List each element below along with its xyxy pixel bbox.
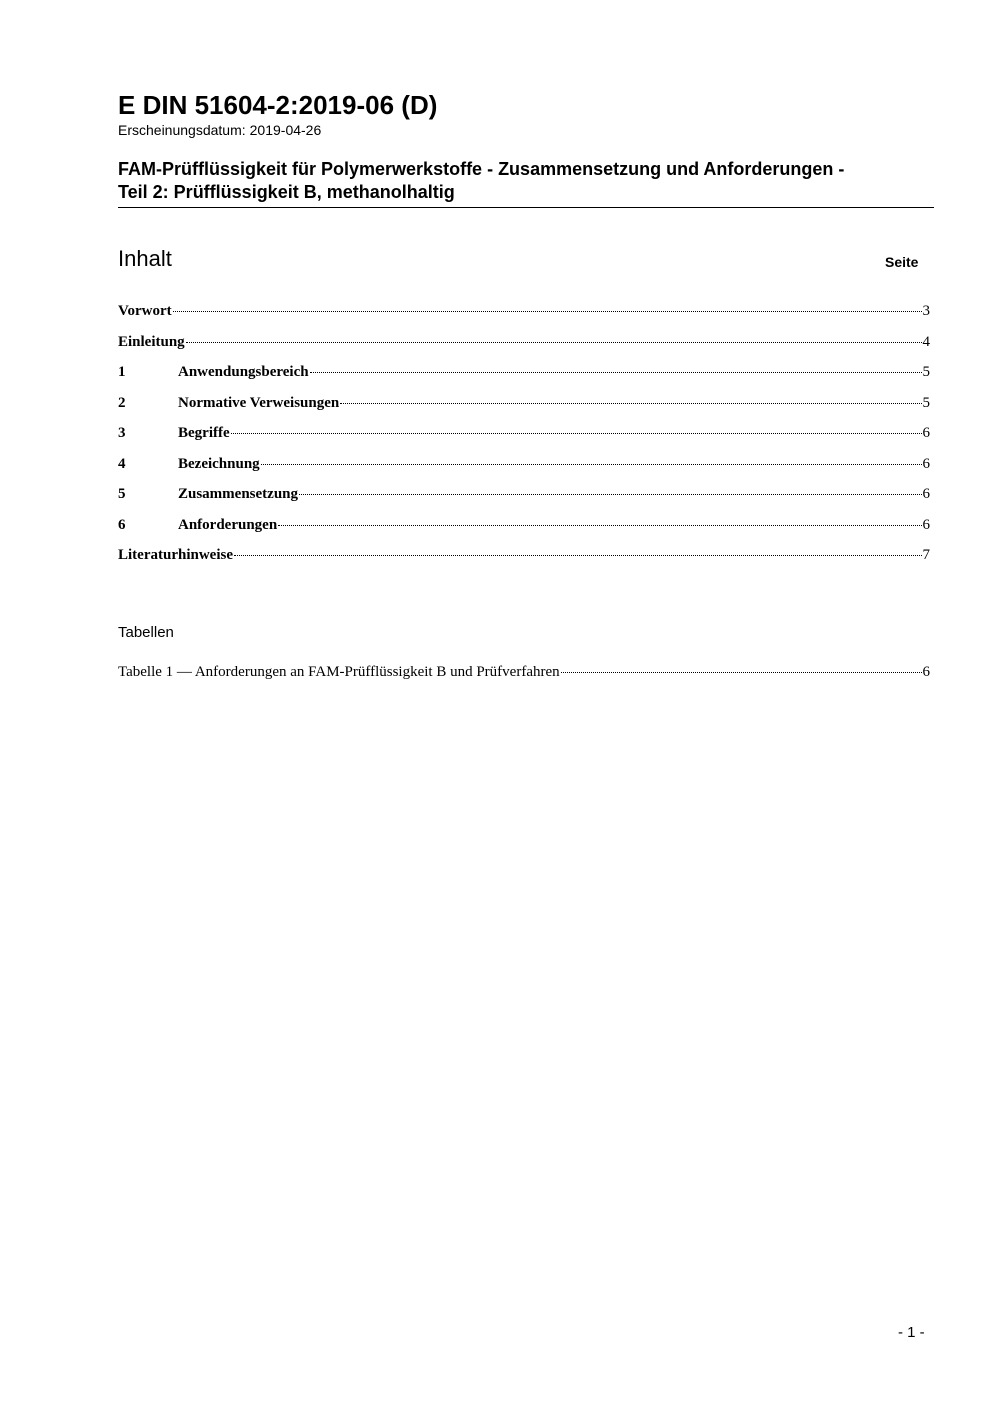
document-title-line-1: FAM-Prüfflüssigkeit für Polymerwerkstoffe - Zusammensetzung und Anforderungen - <box>118 159 845 179</box>
dot-leader <box>231 433 922 434</box>
table-entry-1[interactable] <box>118 664 930 695</box>
dot-leader <box>340 403 921 404</box>
dot-leader <box>173 311 922 312</box>
toc-entry-title: Zusammensetzung <box>178 486 299 502</box>
publication-date-value: 2019-04-26 <box>249 122 322 138</box>
toc-entry-title: Anwendungsbereich <box>178 364 309 380</box>
toc-entry-2[interactable] <box>118 395 930 426</box>
toc-entry-5[interactable] <box>118 486 930 517</box>
toc-entry-einleitung[interactable] <box>118 334 930 365</box>
toc-entry-number: 2 <box>118 394 126 411</box>
toc-entry-title: Vorwort <box>118 303 172 319</box>
dot-leader <box>186 342 922 343</box>
document-title <box>118 158 934 208</box>
dot-leader <box>310 372 922 373</box>
page-number: - 1 - <box>898 1324 925 1341</box>
toc-entry-3[interactable] <box>118 425 930 456</box>
toc-entry-number: 4 <box>118 455 126 472</box>
list-of-tables <box>118 664 930 695</box>
toc-entry-vorwort[interactable] <box>118 303 930 334</box>
dot-leader <box>299 494 921 495</box>
toc-entry-page: 5 <box>922 394 930 411</box>
toc-entry-number: 6 <box>118 516 126 533</box>
dot-leader <box>278 525 921 526</box>
toc-entry-number: 1 <box>118 364 126 380</box>
toc-entry-page: 3 <box>922 303 930 319</box>
toc-entry-title: Normative Verweisungen <box>178 394 340 411</box>
table-of-contents <box>118 303 930 578</box>
toc-entry-page: 5 <box>922 364 930 380</box>
toc-entry-title: Literaturhinweise <box>118 547 233 563</box>
toc-entry-title: Einleitung <box>118 333 185 350</box>
toc-entry-1[interactable] <box>118 364 930 395</box>
toc-entry-page: 6 <box>922 425 930 441</box>
dot-leader <box>561 672 922 673</box>
toc-entry-literaturhinweise[interactable] <box>118 547 930 578</box>
table-entry-title: Tabelle 1 — Anforderungen an FAM-Prüfflüssigkeit B und Prüfverfahren <box>118 664 560 680</box>
toc-entry-title: Anforderungen <box>178 516 278 533</box>
toc-entry-page: 6 <box>922 486 930 502</box>
toc-entry-4[interactable] <box>118 456 930 487</box>
toc-entry-title: Bezeichnung <box>178 455 260 472</box>
tables-heading: Tabellen <box>118 624 174 641</box>
toc-heading: Inhalt <box>118 246 172 271</box>
page-column-label: Seite <box>885 254 919 270</box>
toc-entry-6[interactable] <box>118 517 930 548</box>
toc-entry-page: 6 <box>922 516 930 533</box>
document-id: E DIN 51604-2:2019-06 (D) <box>118 90 438 120</box>
document-title-line-2: Teil 2: Prüfflüssigkeit B, methanolhaltig <box>118 182 455 202</box>
toc-entry-page: 7 <box>922 547 930 563</box>
table-entry-page: 6 <box>922 664 930 680</box>
toc-entry-number: 5 <box>118 486 126 502</box>
publication-date <box>118 122 321 138</box>
toc-entry-number: 3 <box>118 425 126 441</box>
toc-entry-page: 4 <box>922 333 930 350</box>
publication-date-label: Erscheinungsdatum: <box>118 122 246 138</box>
dot-leader <box>234 555 922 556</box>
dot-leader <box>261 464 922 465</box>
toc-entry-page: 6 <box>922 455 930 472</box>
toc-entry-title: Begriffe <box>178 425 230 441</box>
